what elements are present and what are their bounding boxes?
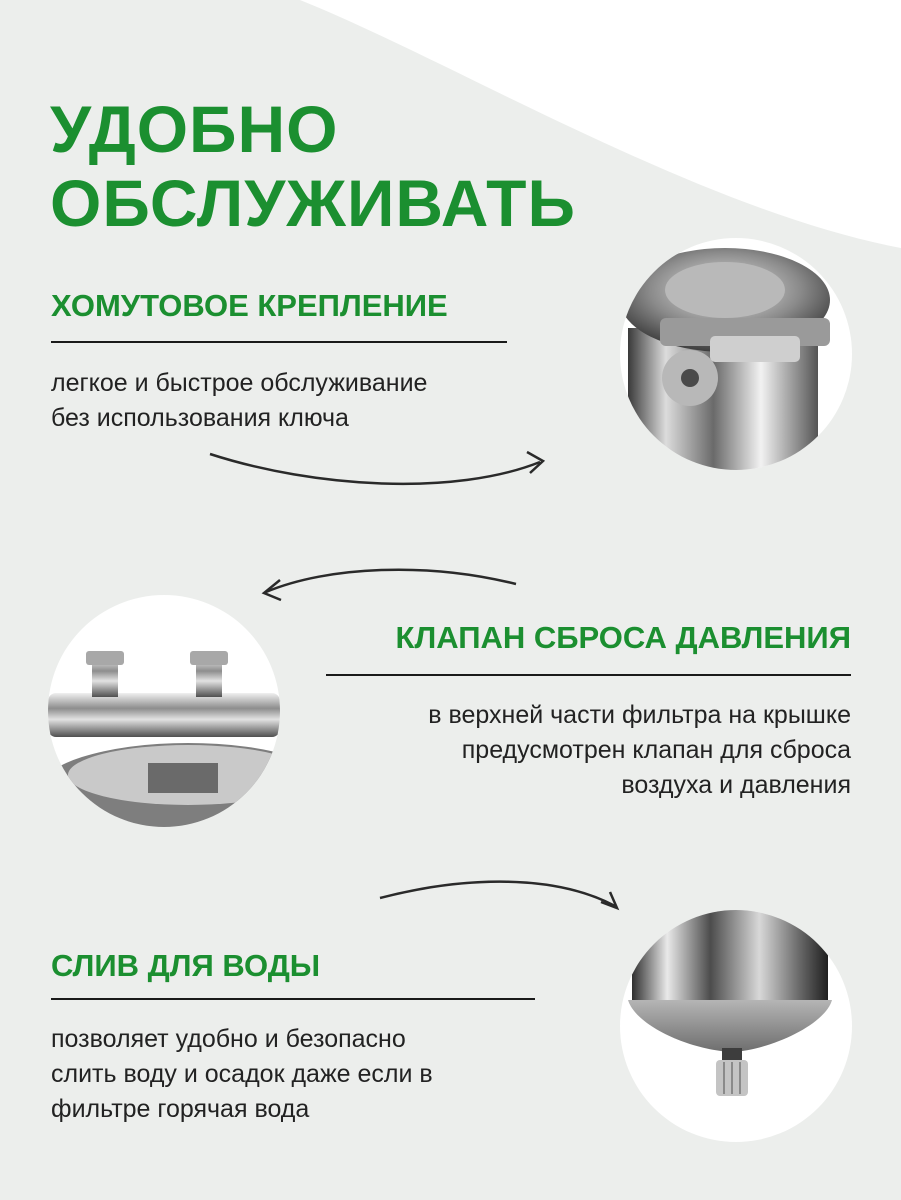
pressure-valve-photo [48,595,280,827]
feature-heading-clamp: ХОМУТОВОЕ КРЕПЛЕНИЕ [51,288,448,323]
divider-line [51,341,507,343]
feature-heading-drain: СЛИВ ДЛЯ ВОДЫ [51,948,321,983]
description-line: слить воду и осадок даже если в [51,1060,433,1088]
description-line: легкое и быстрое обслуживание [51,369,428,397]
divider-line [51,998,535,1000]
divider-line [326,674,851,676]
curved-arrow-left-icon [258,560,523,610]
description-line: фильтре горячая вода [51,1095,310,1123]
curved-arrow-right-icon [375,872,625,922]
feature-heading-valve: КЛАПАН СБРОСА ДАВЛЕНИЯ [395,620,851,655]
page-title [50,92,576,240]
water-drain-photo [620,910,852,1142]
title-line-2: ОБСЛУЖИВАТЬ [50,166,576,240]
description-line: позволяет удобно и безопасно [51,1025,406,1053]
title-line-1: УДОБНО [50,92,339,166]
curved-arrow-right-icon [205,440,550,500]
clamp-mount-photo [620,238,852,470]
feature-description-clamp [51,366,427,436]
description-line: в верхней части фильтра на крышке [428,701,851,729]
description-line: воздуха и давления [621,771,851,799]
feature-description-valve [428,698,851,803]
feature-description-drain [51,1022,433,1127]
description-line: предусмотрен клапан для сброса [461,736,851,764]
description-line: без использования ключа [51,404,349,432]
